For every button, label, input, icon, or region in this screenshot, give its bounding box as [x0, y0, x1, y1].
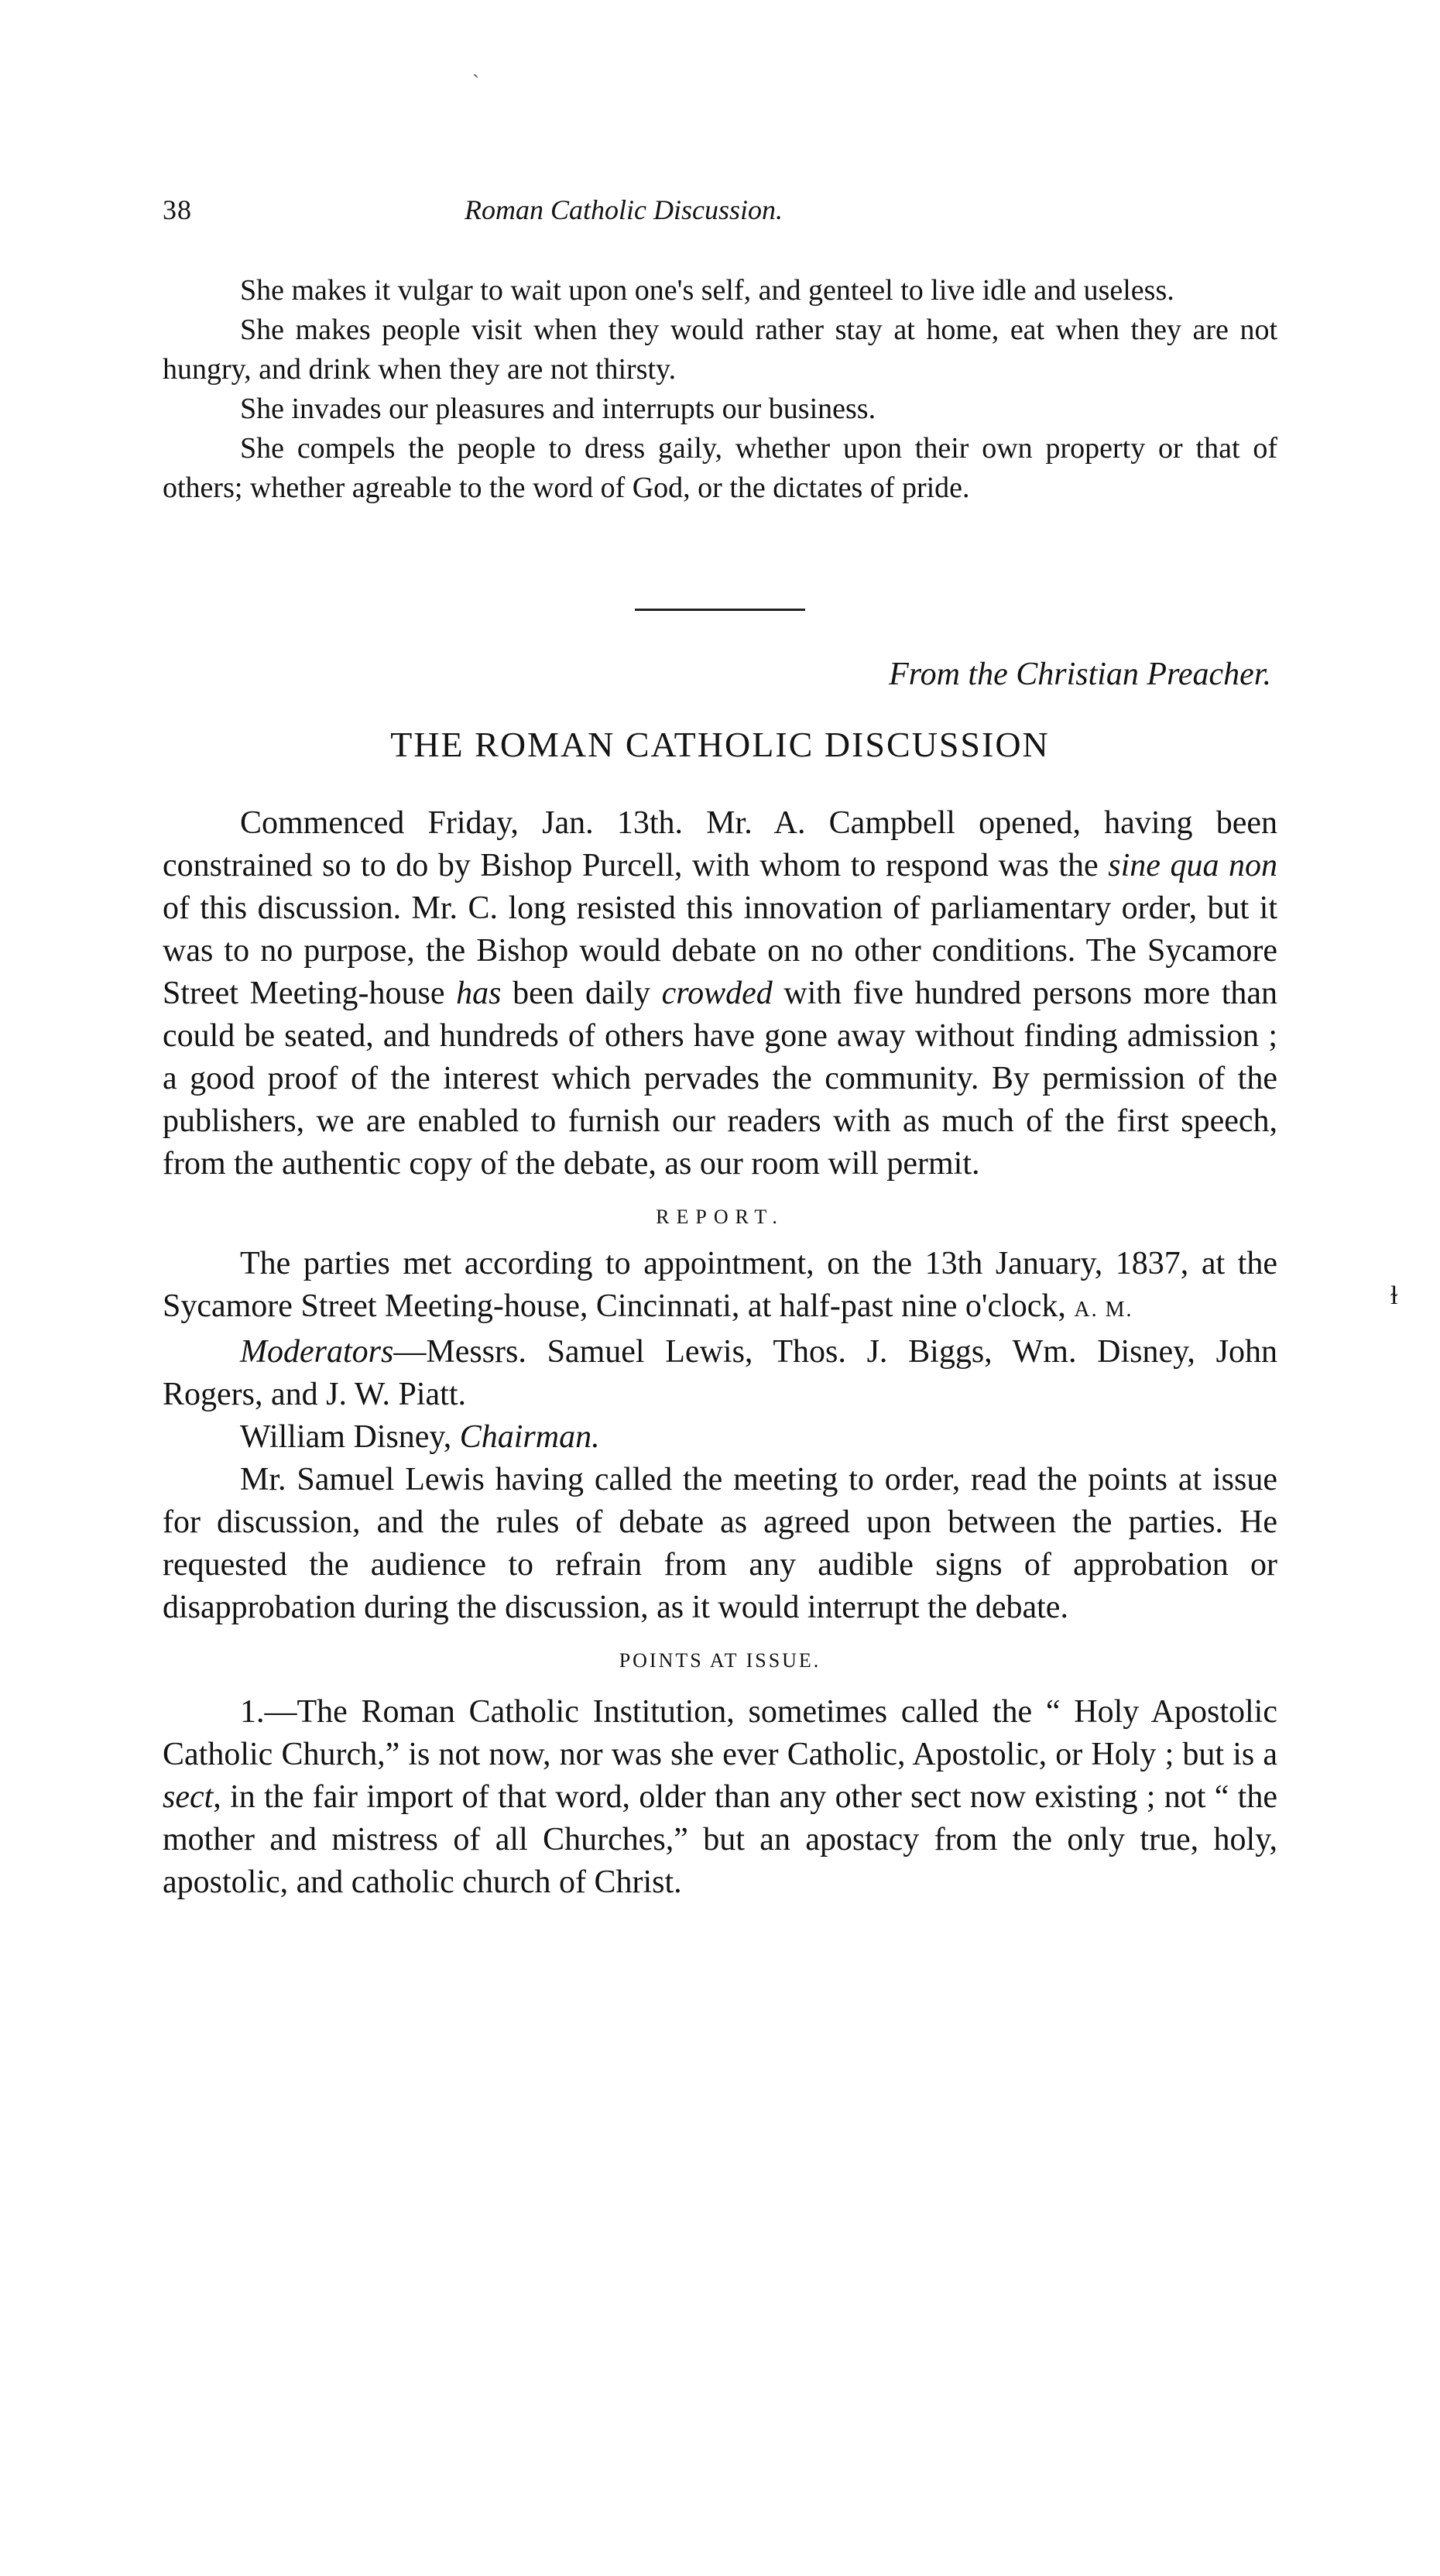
stray-mark: ˋ — [472, 71, 480, 95]
article-title: THE ROMAN CATHOLIC DISCUSSION — [390, 725, 1050, 764]
report-text: The parties met according to appointment, on the 13th January, 1837, at the Sycamore Street Meeting-house, Cincinnati, at half-past nine o'clock, — [163, 1246, 1277, 1324]
moderators-paragraph — [163, 1331, 1277, 1416]
page-content — [163, 194, 1277, 1904]
intro-text-2: of this discussion. Mr. C. long resisted this innovation of parliamentary order, but it was to no purpose, the Bishop would debate on no other conditions. The Sycamore Street Meeting-house — [163, 890, 1277, 1011]
paragraph-dress: She compels the people to dress gaily, whether upon their own property or that of others; whether agreable to the word of God, or the dictates of pride. — [163, 432, 1277, 504]
paragraph-invades: She invades our pleasures and interrupts our business. — [240, 393, 876, 425]
chairman-role: Chairman. — [459, 1419, 600, 1455]
intro-italic-sine-qua-non: sine qua non — [1108, 848, 1277, 883]
paragraph-visit: She makes people visit when they would rather stay at home, eat when they are not hungry, and drink when they are not thirsty. — [163, 314, 1277, 386]
moderators-label: Moderators — [240, 1334, 394, 1370]
intro-text-4: with five hundred persons more than could be seated, and hundreds of others have gone away without finding admission ; a good proof of the interest which pervades the community. By permission of the publishers, we are enabled to furnish our readers with as much of the first speech, from the authentic copy of the debate, as our room will permit. — [163, 976, 1278, 1182]
moderators-names: —Messrs. Samuel Lewis, Thos. J. Biggs, Wm. Disney, John Rogers, and J. W. Piatt. — [163, 1334, 1277, 1412]
intro-italic-has: has — [456, 976, 502, 1011]
intro-text-1: Commenced Friday, Jan. 13th. Mr. A. Campbell opened, having been constrained so to do by Bishop Purcell, with whom to respond was the — [163, 805, 1277, 883]
chairman-paragraph — [163, 1416, 1277, 1459]
margin-mark: ɫ — [1390, 1281, 1398, 1310]
intro-paragraph — [163, 802, 1277, 1185]
point-1-italic-sect: sect — [163, 1779, 214, 1815]
report-paragraph — [163, 1243, 1277, 1331]
points-heading: POINTS AT ISSUE. — [619, 1649, 821, 1672]
running-title: Roman Catholic Discussion. — [465, 194, 783, 225]
report-time-abbrev: A. M. — [1074, 1298, 1133, 1322]
source-attribution: From the Christian Preacher. — [889, 657, 1271, 692]
intro-text-3: been daily — [501, 976, 662, 1011]
page-number: 38 — [163, 194, 192, 225]
point-1-text-1: 1.—The Roman Catholic Institution, sometimes called the “ Holy Apostolic Catholic Church,” is not now, nor was she ever Catholic, Apostolic, or Holy ; but is a — [163, 1694, 1277, 1772]
running-head — [163, 194, 1277, 240]
section-divider — [635, 609, 805, 611]
point-1-paragraph — [163, 1691, 1277, 1904]
intro-italic-crowded: crowded — [661, 976, 773, 1011]
point-1-text-2: , in the fair import of that word, older than any other sect now existing ; not “ the mother and mistress of all Churches,” but an apostacy from the only true, holy, apostolic, and catholic church of Christ. — [163, 1779, 1277, 1900]
chairman-name: William Disney, — [240, 1419, 460, 1455]
paragraph-vulgar: She makes it vulgar to wait upon one's self, and genteel to live idle and useless. — [240, 274, 1174, 307]
order-paragraph: Mr. Samuel Lewis having called the meeting to order, read the points at issue for discussion, and the rules of debate as agreed upon between the parties. He requested the audience to refrain from any audible signs of approbation or disapprobation during the discussion, as it would interrupt the debate. — [163, 1462, 1277, 1625]
report-heading: REPORT. — [656, 1206, 784, 1228]
